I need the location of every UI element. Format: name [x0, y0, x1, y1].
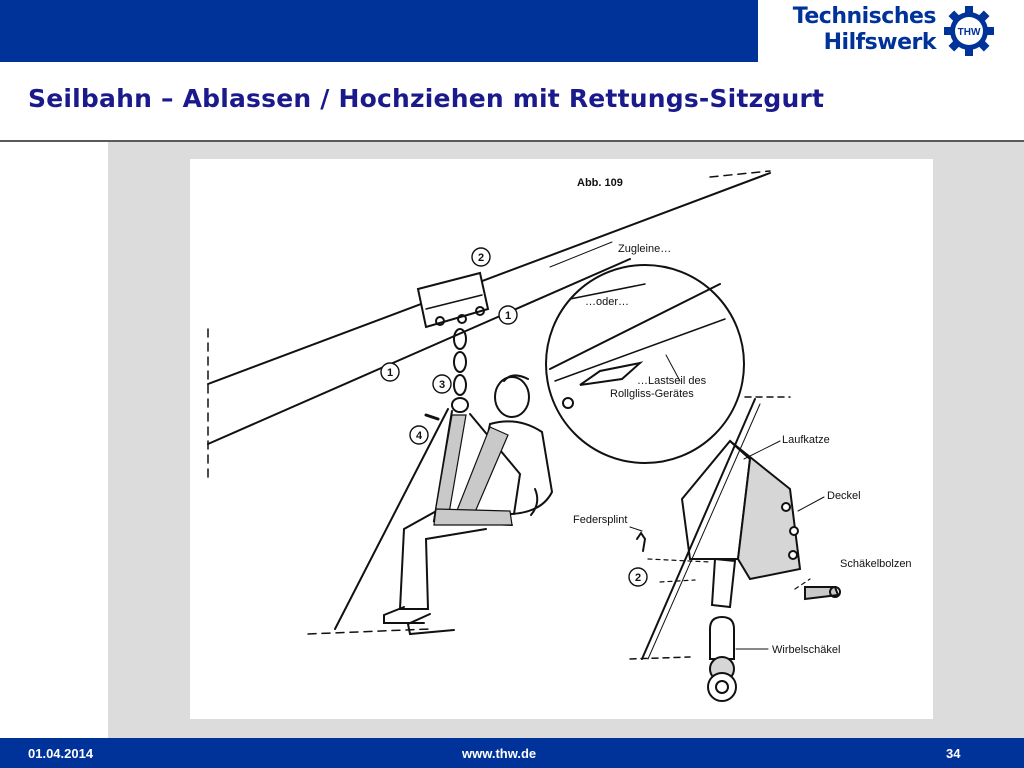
marker-1-right: 1 [504, 310, 512, 322]
label-lastseil-1: …Lastseil des [637, 375, 707, 387]
label-federsplint: Federsplint [573, 514, 628, 526]
shackle-bolt [805, 587, 840, 599]
page-number: 34 [946, 746, 961, 761]
figure-caption: Abb. 109 [577, 177, 623, 189]
marker-4: 4 [415, 430, 423, 442]
cotter-pin [637, 533, 645, 551]
label-oder: …oder… [585, 296, 630, 308]
footer-date: 01.04.2014 [28, 746, 94, 761]
label-schaekelbolzen: Schäkelbolzen [840, 558, 912, 570]
swivel-shackle [708, 617, 736, 701]
label-wirbelschaekel: Wirbelschäkel [772, 644, 841, 656]
technical-drawing [190, 159, 933, 719]
label-zugleine: Zugleine… [618, 243, 672, 255]
chain-links [452, 329, 468, 412]
logo-line-2: Hilfswerk [823, 30, 936, 55]
slide-title: Seilbahn – Ablassen / Hochziehen mit Rettungs-Sitzgurt [28, 84, 825, 113]
footer-bar [0, 738, 1024, 768]
gear-emblem-icon [942, 4, 996, 58]
marker-2-top: 2 [477, 252, 485, 264]
marker-1-left: 1 [386, 367, 394, 379]
label-deckel: Deckel [827, 490, 861, 502]
harness-straps [434, 415, 512, 525]
logo-line-1: Technisches [792, 4, 936, 29]
logo-wordmark [768, 4, 936, 56]
haul-line [208, 259, 630, 444]
label-laufkatze: Laufkatze [782, 434, 830, 446]
detail-circle [546, 265, 744, 463]
header-bar [0, 0, 1024, 62]
marker-3: 3 [438, 379, 446, 391]
guide-rope [335, 409, 448, 629]
main-cable [208, 173, 770, 384]
trolley-block [418, 273, 488, 327]
thw-logo [758, 0, 1024, 62]
footer-url: www.thw.de [462, 746, 537, 761]
marker-2-detail: 2 [634, 572, 642, 584]
cableway-rescue-harness-drawing [190, 159, 933, 719]
label-lastseil-2: Rollgliss-Gerätes [610, 388, 694, 400]
logo-emblem-letters: THW [957, 27, 981, 38]
